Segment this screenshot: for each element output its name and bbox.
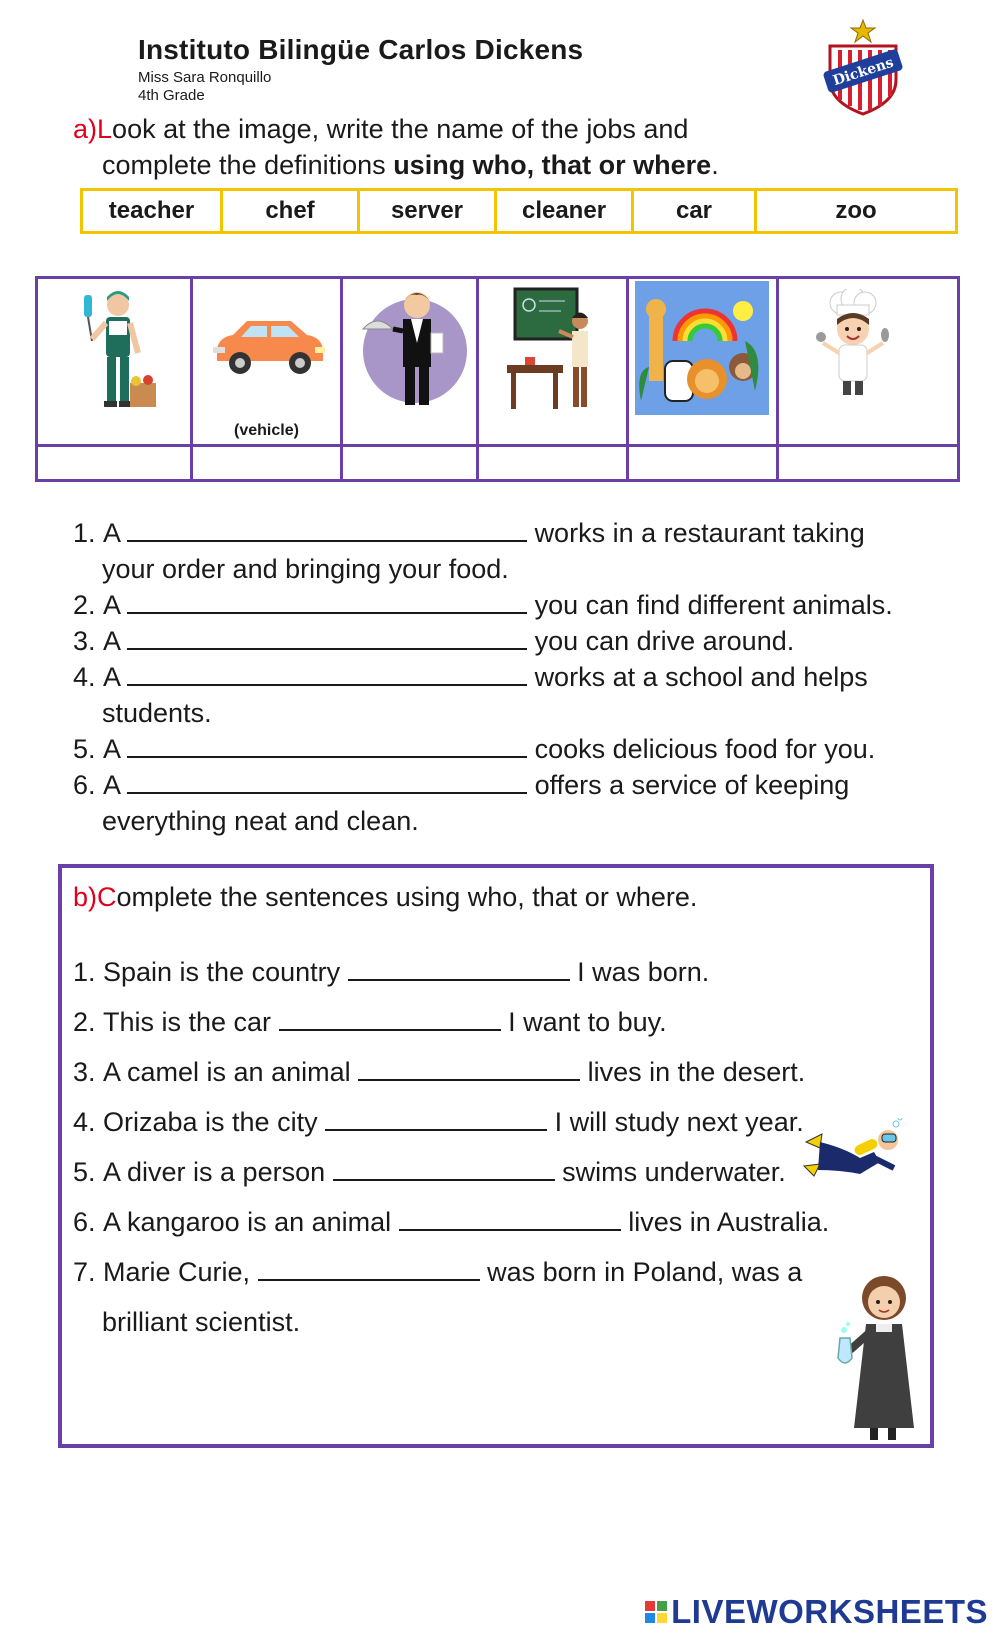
definition-5 <box>73 731 875 767</box>
definition-text: works in a restaurant taking <box>534 518 865 548</box>
word-bank-item: cleaner <box>497 191 634 231</box>
sentence-6 <box>73 1204 829 1240</box>
sentence-number: 2. <box>73 1007 96 1037</box>
cleaner-icon <box>78 283 158 418</box>
definition-4-cont: students. <box>102 698 212 728</box>
definition-blank[interactable] <box>127 588 527 614</box>
sentence-1 <box>73 954 709 990</box>
word-bank-item: server <box>360 191 497 231</box>
definition-number: 5. <box>73 734 96 764</box>
definition-text: offers a service of keeping <box>534 770 850 800</box>
definition-blank[interactable] <box>127 732 527 758</box>
part-b-title <box>73 879 697 915</box>
picture-cell-car <box>193 279 343 444</box>
definition-article: A <box>103 626 120 656</box>
answer-cell[interactable] <box>779 444 957 479</box>
sentence-after: was born in Poland, was a <box>487 1257 803 1287</box>
sentence-blank[interactable] <box>348 955 570 981</box>
teacher-icon <box>503 285 603 415</box>
part-a-instruction-line1 <box>73 111 688 148</box>
definition-blank[interactable] <box>127 516 527 542</box>
answer-cell[interactable] <box>193 444 343 479</box>
sentence-blank[interactable] <box>399 1205 621 1231</box>
zoo-icon <box>635 281 769 415</box>
answer-cell[interactable] <box>343 444 479 479</box>
sentence-after: I was born. <box>577 957 710 987</box>
sentence-7-cont: brilliant scientist. <box>102 1307 301 1337</box>
definition-number: 6. <box>73 770 96 800</box>
word-bank-item: teacher <box>83 191 223 231</box>
server-icon <box>357 283 467 413</box>
part-a-label: a) <box>73 114 98 144</box>
sentence-number: 6. <box>73 1207 96 1237</box>
picture-cell-teacher <box>479 279 629 444</box>
sentence-5 <box>73 1154 786 1190</box>
definition-text: works at a school and helps <box>534 662 868 692</box>
picture-cell-server <box>343 279 479 444</box>
definition-text: you can find different animals. <box>534 590 893 620</box>
definition-blank[interactable] <box>127 660 527 686</box>
part-a-instruction-line2 <box>102 147 719 184</box>
sentence-after: lives in the desert. <box>587 1057 806 1087</box>
part-a-line2-end: . <box>711 150 719 180</box>
school-name: Instituto Bilingüe Carlos Dickens <box>138 34 584 65</box>
sentence-after: swims underwater. <box>562 1157 786 1187</box>
definition-blank[interactable] <box>127 624 527 650</box>
definition-2 <box>73 587 893 623</box>
definition-4 <box>73 659 868 695</box>
definition-number: 2. <box>73 590 96 620</box>
logo-text: Dickens <box>831 54 896 90</box>
sentence-number: 3. <box>73 1057 96 1087</box>
sentence-7 <box>73 1254 802 1290</box>
part-b-first-letter: C <box>97 882 117 912</box>
grade-label: 4th Grade <box>138 87 205 104</box>
car-caption: (vehicle) <box>234 422 299 439</box>
definition-text: you can drive around. <box>534 626 795 656</box>
sentence-after: I want to buy. <box>508 1007 667 1037</box>
definition-6-cont: everything neat and clean. <box>102 806 419 836</box>
picture-cell-cleaner <box>38 279 193 444</box>
school-crest-icon <box>822 18 904 116</box>
definition-3 <box>73 623 794 659</box>
answer-cell[interactable] <box>479 444 629 479</box>
picture-table <box>35 276 960 482</box>
part-a-line1-text: ook at the image, write the name of the jobs and <box>112 114 689 144</box>
word-bank-item: car <box>634 191 757 231</box>
picture-cell-zoo <box>629 279 779 444</box>
diver-icon <box>800 1118 910 1208</box>
part-b-label: b) <box>73 882 98 912</box>
definition-article: A <box>103 662 120 692</box>
sentence-blank[interactable] <box>325 1105 547 1131</box>
answer-cell[interactable] <box>629 444 779 479</box>
sentence-before: A diver is a person <box>103 1157 326 1187</box>
part-a-line2-bold: using who, that or where <box>393 150 712 180</box>
sentence-before: This is the car <box>103 1007 272 1037</box>
definition-text: cooks delicious food for you. <box>534 734 876 764</box>
sentence-number: 5. <box>73 1157 96 1187</box>
word-bank-item: zoo <box>835 197 877 224</box>
sentence-before: Spain is the country <box>103 957 341 987</box>
marie-curie-icon <box>836 1268 926 1443</box>
sentence-number: 1. <box>73 957 96 987</box>
sentence-number: 4. <box>73 1107 96 1137</box>
sentence-before: Orizaba is the city <box>103 1107 318 1137</box>
teacher-name: Miss Sara Ronquillo <box>138 69 272 86</box>
sentence-before: Marie Curie, <box>103 1257 251 1287</box>
part-b-title-text: omplete the sentences using who, that or where. <box>116 882 698 912</box>
part-a-line2-text: complete the definitions <box>102 150 394 180</box>
definition-article: A <box>103 734 120 764</box>
car-icon <box>211 319 326 379</box>
definition-1-cont: your order and bringing your food. <box>102 554 509 584</box>
definition-1 <box>73 515 865 551</box>
part-a-first-letter: L <box>97 114 113 144</box>
definition-article: A <box>103 590 120 620</box>
definition-6 <box>73 767 849 803</box>
sentence-before: A kangaroo is an animal <box>103 1207 392 1237</box>
sentence-4 <box>73 1104 804 1140</box>
chef-icon <box>813 289 893 399</box>
brand-logo-icon <box>645 1601 667 1623</box>
sentence-number: 7. <box>73 1257 96 1287</box>
sentence-after: I will study next year. <box>554 1107 804 1137</box>
definition-number: 4. <box>73 662 96 692</box>
sentence-blank[interactable] <box>258 1255 480 1281</box>
word-bank <box>80 188 958 234</box>
sentence-blank[interactable] <box>358 1055 580 1081</box>
definition-number: 1. <box>73 518 96 548</box>
definition-number: 3. <box>73 626 96 656</box>
picture-cell-chef <box>779 279 957 444</box>
liveworksheets-brand <box>645 1593 988 1631</box>
sentence-blank[interactable] <box>333 1155 555 1181</box>
definition-blank[interactable] <box>127 768 527 794</box>
word-bank-item: chef <box>223 191 360 231</box>
definition-article: A <box>103 518 120 548</box>
sentence-before: A camel is an animal <box>103 1057 351 1087</box>
sentence-after: lives in Australia. <box>628 1207 830 1237</box>
sentence-3 <box>73 1054 805 1090</box>
definition-article: A <box>103 770 120 800</box>
sentence-blank[interactable] <box>279 1005 501 1031</box>
brand-text: LIVEWORKSHEETS <box>671 1593 988 1630</box>
answer-cell[interactable] <box>38 444 193 479</box>
sentence-2 <box>73 1004 667 1040</box>
